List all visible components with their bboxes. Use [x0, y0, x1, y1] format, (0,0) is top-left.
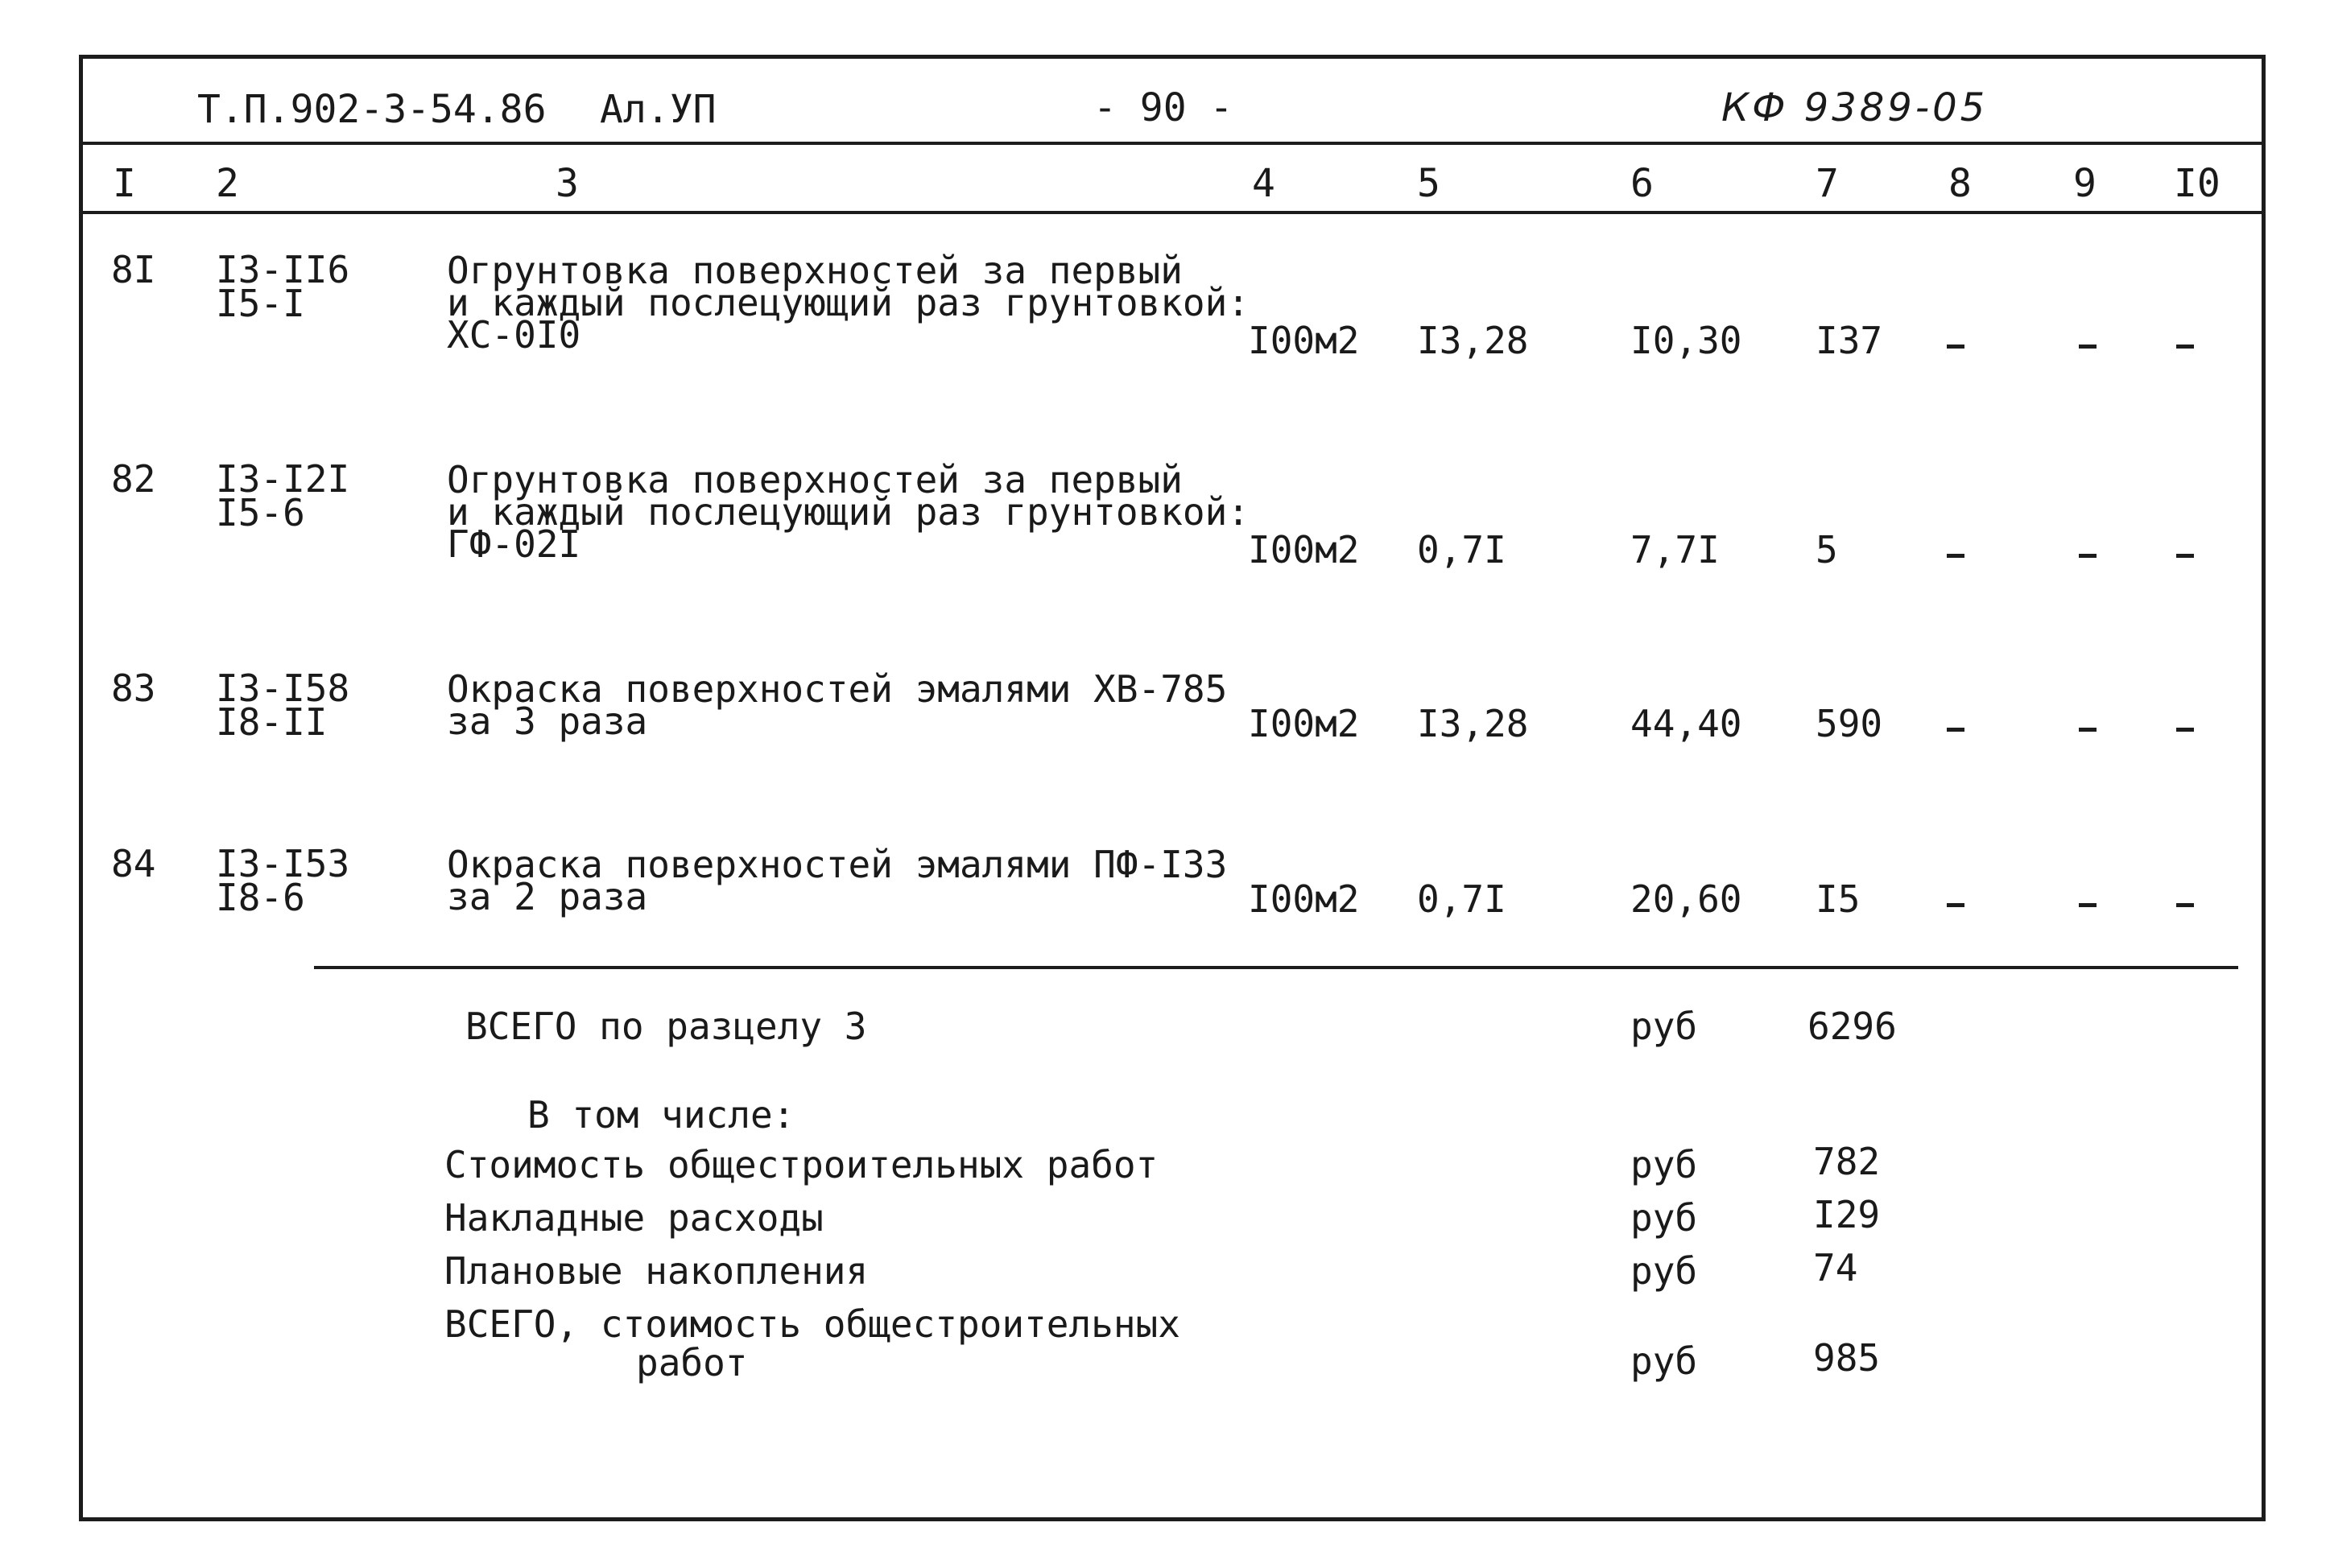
row-quantity: I3,28	[1417, 702, 1529, 745]
row-col10-dash	[2176, 554, 2194, 558]
row-code-secondary: I5-6	[216, 491, 305, 534]
summary-item-value: 782	[1813, 1140, 1881, 1183]
row-col10-dash	[2176, 345, 2194, 349]
summary-item-label: Стоимость общестроительных работ	[444, 1143, 1159, 1186]
col-header-6: 6	[1630, 161, 1654, 206]
header-divider	[79, 142, 2266, 145]
grand-total-label-cont: работ	[636, 1341, 748, 1384]
column-header-divider	[79, 211, 2266, 214]
grand-total-label: ВСЕГО, стоимость общестроительных	[444, 1302, 1180, 1346]
row-quantity: 0,7I	[1417, 877, 1506, 921]
summary-item-unit: руб	[1630, 1249, 1698, 1293]
row-description: Окраска поверхностей эмалями ХВ-785 за 3 раза	[447, 667, 1228, 743]
col-header-7: 7	[1816, 161, 1839, 206]
row-unit: I00м2	[1248, 877, 1360, 921]
album-label: Ал.УП	[600, 87, 717, 132]
row-total: I37	[1816, 319, 1883, 362]
row-total: 590	[1816, 702, 1883, 745]
row-col9-dash	[2079, 345, 2097, 349]
row-number: 8I	[111, 248, 156, 291]
row-unit-price: 7,7I	[1630, 528, 1720, 571]
row-unit-price: I0,30	[1630, 319, 1742, 362]
row-description: Окраска поверхностей эмалями ПФ-I33 за 2 раза	[447, 843, 1228, 918]
section-total-value: 6296	[1807, 1005, 1897, 1048]
row-number: 84	[111, 842, 156, 885]
row-col10-dash	[2176, 903, 2194, 907]
row-total: I5	[1816, 877, 1861, 921]
row-col9-dash	[2079, 903, 2097, 907]
col-header-5: 5	[1417, 161, 1440, 206]
row-unit-price: 44,40	[1630, 702, 1742, 745]
row-col8-dash	[1947, 903, 1964, 907]
grand-total-unit: руб	[1630, 1339, 1698, 1383]
row-col8-dash	[1947, 345, 1964, 349]
row-unit-price: 20,60	[1630, 877, 1742, 921]
row-code-secondary: I8-II	[216, 700, 328, 744]
summary-item-value: I29	[1813, 1193, 1881, 1236]
row-description: Огрунтовка поверхностей за первый и каждый послецующий раз грунтовкой: ХС-0I0	[447, 249, 1250, 357]
row-col9-dash	[2079, 554, 2097, 558]
including-label: В том числе:	[527, 1093, 795, 1137]
row-unit: I00м2	[1248, 702, 1360, 745]
col-header-1: I	[113, 161, 136, 206]
row-code: I3-I2I	[216, 457, 350, 501]
page-number: - 90 -	[1093, 85, 1233, 130]
col-header-8: 8	[1948, 161, 1972, 206]
row-code: I3-II6	[216, 248, 350, 291]
summary-item-label: Накладные расходы	[444, 1196, 824, 1240]
row-unit: I00м2	[1248, 319, 1360, 362]
archive-stamp: КФ 9389-05	[1721, 85, 1989, 130]
row-quantity: 0,7I	[1417, 528, 1506, 571]
summary-item-unit: руб	[1630, 1196, 1698, 1240]
col-header-9: 9	[2073, 161, 2097, 206]
summary-item-value: 74	[1813, 1246, 1858, 1289]
col-header-2: 2	[216, 161, 239, 206]
col-header-10: I0	[2174, 161, 2221, 206]
row-col8-dash	[1947, 728, 1964, 732]
summary-divider	[314, 966, 2238, 969]
row-quantity: I3,28	[1417, 319, 1529, 362]
row-code-secondary: I8-6	[216, 876, 305, 919]
doc-code: Т.П.902-3-54.86	[197, 87, 547, 132]
grand-total-value: 985	[1813, 1336, 1881, 1380]
row-code: I3-I58	[216, 666, 350, 710]
section-total-unit: руб	[1630, 1005, 1698, 1048]
row-number: 83	[111, 666, 156, 710]
row-col8-dash	[1947, 554, 1964, 558]
row-total: 5	[1816, 528, 1838, 571]
row-code-secondary: I5-I	[216, 282, 305, 325]
col-header-3: 3	[556, 161, 579, 206]
row-col9-dash	[2079, 728, 2097, 732]
row-unit: I00м2	[1248, 528, 1360, 571]
section-total-label: ВСЕГО по разцелу 3	[465, 1005, 867, 1048]
row-col10-dash	[2176, 728, 2194, 732]
summary-item-unit: руб	[1630, 1143, 1698, 1186]
row-description: Огрунтовка поверхностей за первый и каждый послецующий раз грунтовкой: ГФ-02I	[447, 458, 1250, 566]
col-header-4: 4	[1252, 161, 1275, 206]
row-code: I3-I53	[216, 842, 350, 885]
summary-item-label: Плановые накопления	[444, 1249, 869, 1293]
row-number: 82	[111, 457, 156, 501]
